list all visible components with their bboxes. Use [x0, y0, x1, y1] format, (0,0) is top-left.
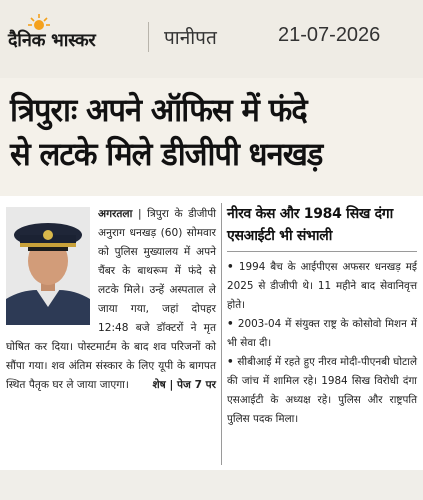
- officer-portrait-icon: [6, 207, 90, 325]
- logo-text: दैनिक भास्कर: [8, 30, 96, 51]
- sidebar-bullet: • 1994 बैच के आईपीएस अफसर धनखड़ मई 2025 से डीजीपी थे। 11 महीने बाद सेवानिवृत्त होते।: [227, 258, 417, 315]
- newspaper-logo: [8, 22, 95, 52]
- masthead: [0, 0, 423, 78]
- officer-photo: [6, 207, 90, 325]
- sidebar-heading: नीरव केस और 1984 सिख दंगा एसआईटी भी संभाली: [227, 203, 417, 252]
- dateline: अगरतला: [98, 208, 133, 220]
- masthead-divider: [148, 22, 149, 52]
- article-body: [6, 205, 216, 395]
- article-intro: | त्रिपुरा के डीजीपी अनुराग धनखड़ (60) सोमवार को पुलिस मुख्यालय में अपने चैंबर के बाथरूम में फंदे से लटके मिले। उन्हें अस्पताल ले जाया गया, जहां दोपहर 12:48 बजे डॉक्टरों ने मृत घोषित कर दिया। पोस्टमार्टम के बाद शव परिजनों को सौंपा गया। शव अंतिम संस्कार के लिए यूपी के बागपत स्थित पैतृक घर ले जाया जाएगा।: [6, 208, 216, 391]
- sidebar-bullet: • 2003-04 में संयुक्त राष्ट्र के कोसोवो मिशन में भी सेवा दी।: [227, 315, 417, 353]
- sidebar-bullet: • सीबीआई में रहते हुए नीरव मोदी-पीएनबी घोटाले की जांच में शामिल रहे। 1984 सिख विरोधी दंगा एसआईटी के अध्यक्ष रहे। पुलिस और राष्ट्रपति पुलिस पदक मिला।: [227, 353, 417, 429]
- column-divider: [221, 203, 222, 465]
- edition-city: पानीपत: [164, 27, 217, 49]
- headline: [10, 88, 399, 176]
- sidebar-box: [227, 203, 417, 429]
- continued-note: शेष | पेज 7 पर: [152, 379, 216, 391]
- headline-line-2: से लटके मिले डीजीपी धनखड़: [10, 135, 323, 173]
- headline-line-1: त्रिपुराः अपने ऑफिस में फंदे: [10, 91, 307, 129]
- edition-date: 21-07-2026: [278, 24, 381, 46]
- article-column: [6, 205, 216, 395]
- page-bottom-margin: [0, 470, 423, 500]
